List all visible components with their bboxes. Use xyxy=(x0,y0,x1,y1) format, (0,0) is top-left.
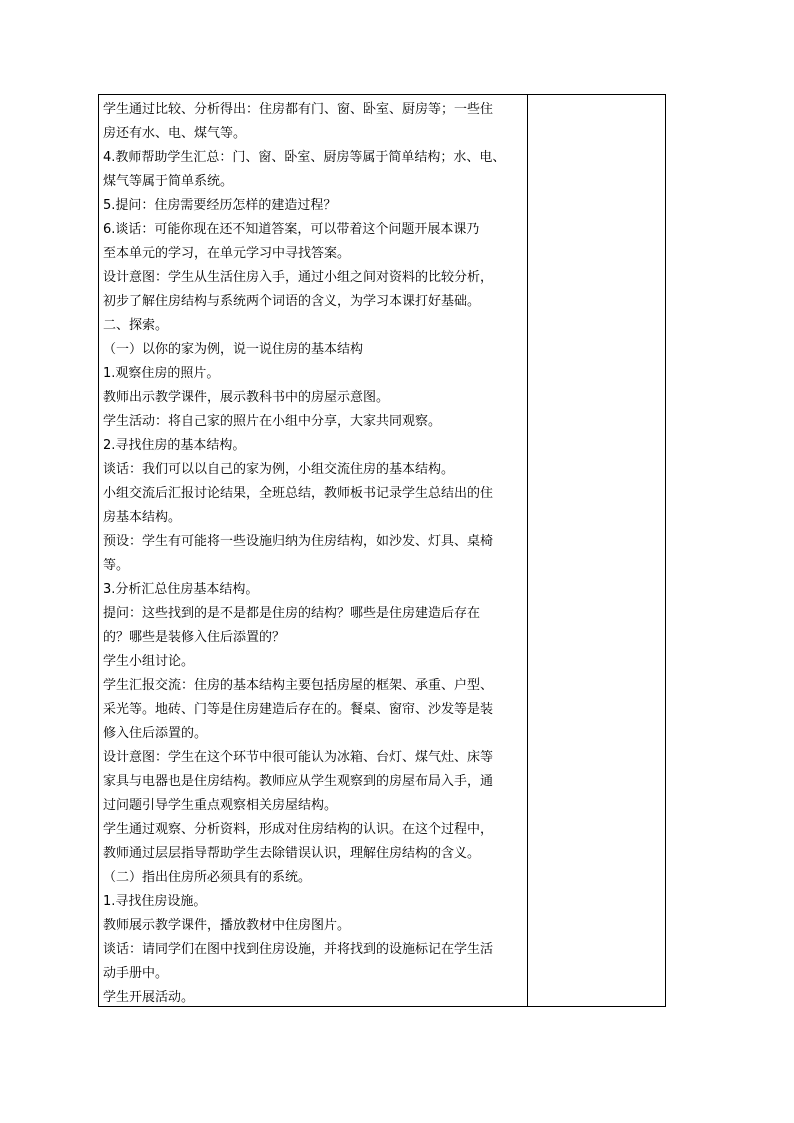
text-line: 设计意图：学生在这个环节中很可能认为冰箱、台灯、煤气灶、床等 xyxy=(103,750,494,765)
text-line: 房基本结构。 xyxy=(103,510,182,525)
text-line: 动手册中。 xyxy=(103,966,169,981)
text-line: 6.谈话：可能你现在还不知道答案，可以带着这个问题开展本课乃 xyxy=(103,222,480,237)
text-line: 学生小组讨论。 xyxy=(103,654,195,669)
text-line: 学生开展活动。 xyxy=(103,990,195,1005)
text-line: 2.寻找住房的基本结构。 xyxy=(103,438,246,453)
text-line: 谈话：我们可以以自己的家为例，小组交流住房的基本结构。 xyxy=(103,462,455,477)
text-line: 谈话：请同学们在图中找到住房设施，并将找到的设施标记在学生活 xyxy=(103,942,494,957)
text-line: 1.观察住房的照片。 xyxy=(103,366,220,381)
section-heading: 二、探索。 xyxy=(103,318,169,333)
text-line: 预设：学生有可能将一些设施归纳为住房结构，如沙发、灯具、桌椅 xyxy=(103,534,494,549)
text-line: 4.教师帮助学生汇总：门、窗、卧室、厨房等属于简单结构；水、电、 xyxy=(103,150,506,165)
text-line: 修入住后添置的。 xyxy=(103,726,208,741)
text-line: 提问：这些找到的是不是都是住房的结构？哪些是住房建造后存在 xyxy=(103,606,481,621)
text-line: 5.提问：住房需要经历怎样的建造过程？ xyxy=(103,198,337,213)
notes-cell xyxy=(528,95,665,1006)
text-line: 采光等。地砖、门等是住房建造后存在的。餐桌、窗帘、沙发等是装 xyxy=(103,702,494,717)
text-line: 学生汇报交流：住房的基本结构主要包括房屋的框架、承重、户型、 xyxy=(103,678,494,693)
text-line: 过问题引导学生重点观察相关房屋结构。 xyxy=(103,798,338,813)
text-line: 煤气等属于简单系统。 xyxy=(103,174,234,189)
text-line: 教师出示教学课件，展示教科书中的房屋示意图。 xyxy=(103,390,390,405)
text-line: 学生活动：将自己家的照片在小组中分享，大家共同观察。 xyxy=(103,414,442,429)
text-line: 教师展示教学课件，播放教材中住房图片。 xyxy=(103,918,351,933)
text-line: 至本单元的学习，在单元学习中寻找答案。 xyxy=(103,246,351,261)
text-line: 教师通过层层指导帮助学生去除错误认识，理解住房结构的含义。 xyxy=(103,846,481,861)
lesson-plan-table xyxy=(98,94,666,1007)
text-line: 3.分析汇总住房基本结构。 xyxy=(103,582,259,597)
text-line: 学生通过观察、分析资料，形成对住房结构的认识。在这个过程中， xyxy=(103,822,494,837)
subsection-heading: （二）指出住房所必须具有的系统。 xyxy=(103,870,312,885)
text-line: 学生通过比较、分析得出：住房都有门、窗、卧室、厨房等；一些住 xyxy=(103,102,494,117)
text-line: 1.寻找住房设施。 xyxy=(103,894,207,909)
text-line: 等。 xyxy=(103,558,130,573)
text-line: 家具与电器也是住房结构。教师应从学生观察到的房屋布局入手，通 xyxy=(103,774,494,789)
subsection-heading: （一）以你的家为例，说一说住房的基本结构 xyxy=(103,342,364,357)
text-line: 初步了解住房结构与系统两个词语的含义，为学习本课打好基础。 xyxy=(103,294,481,309)
teaching-process-cell xyxy=(99,95,528,1006)
text-line: 小组交流后汇报讨论结果，全班总结，教师板书记录学生总结出的住 xyxy=(103,486,494,501)
text-line: 设计意图：学生从生活住房入手，通过小组之间对资料的比较分析， xyxy=(103,270,494,285)
text-line: 房还有水、电、煤气等。 xyxy=(103,126,247,141)
text-line: 的？哪些是装修入住后添置的？ xyxy=(103,630,286,645)
